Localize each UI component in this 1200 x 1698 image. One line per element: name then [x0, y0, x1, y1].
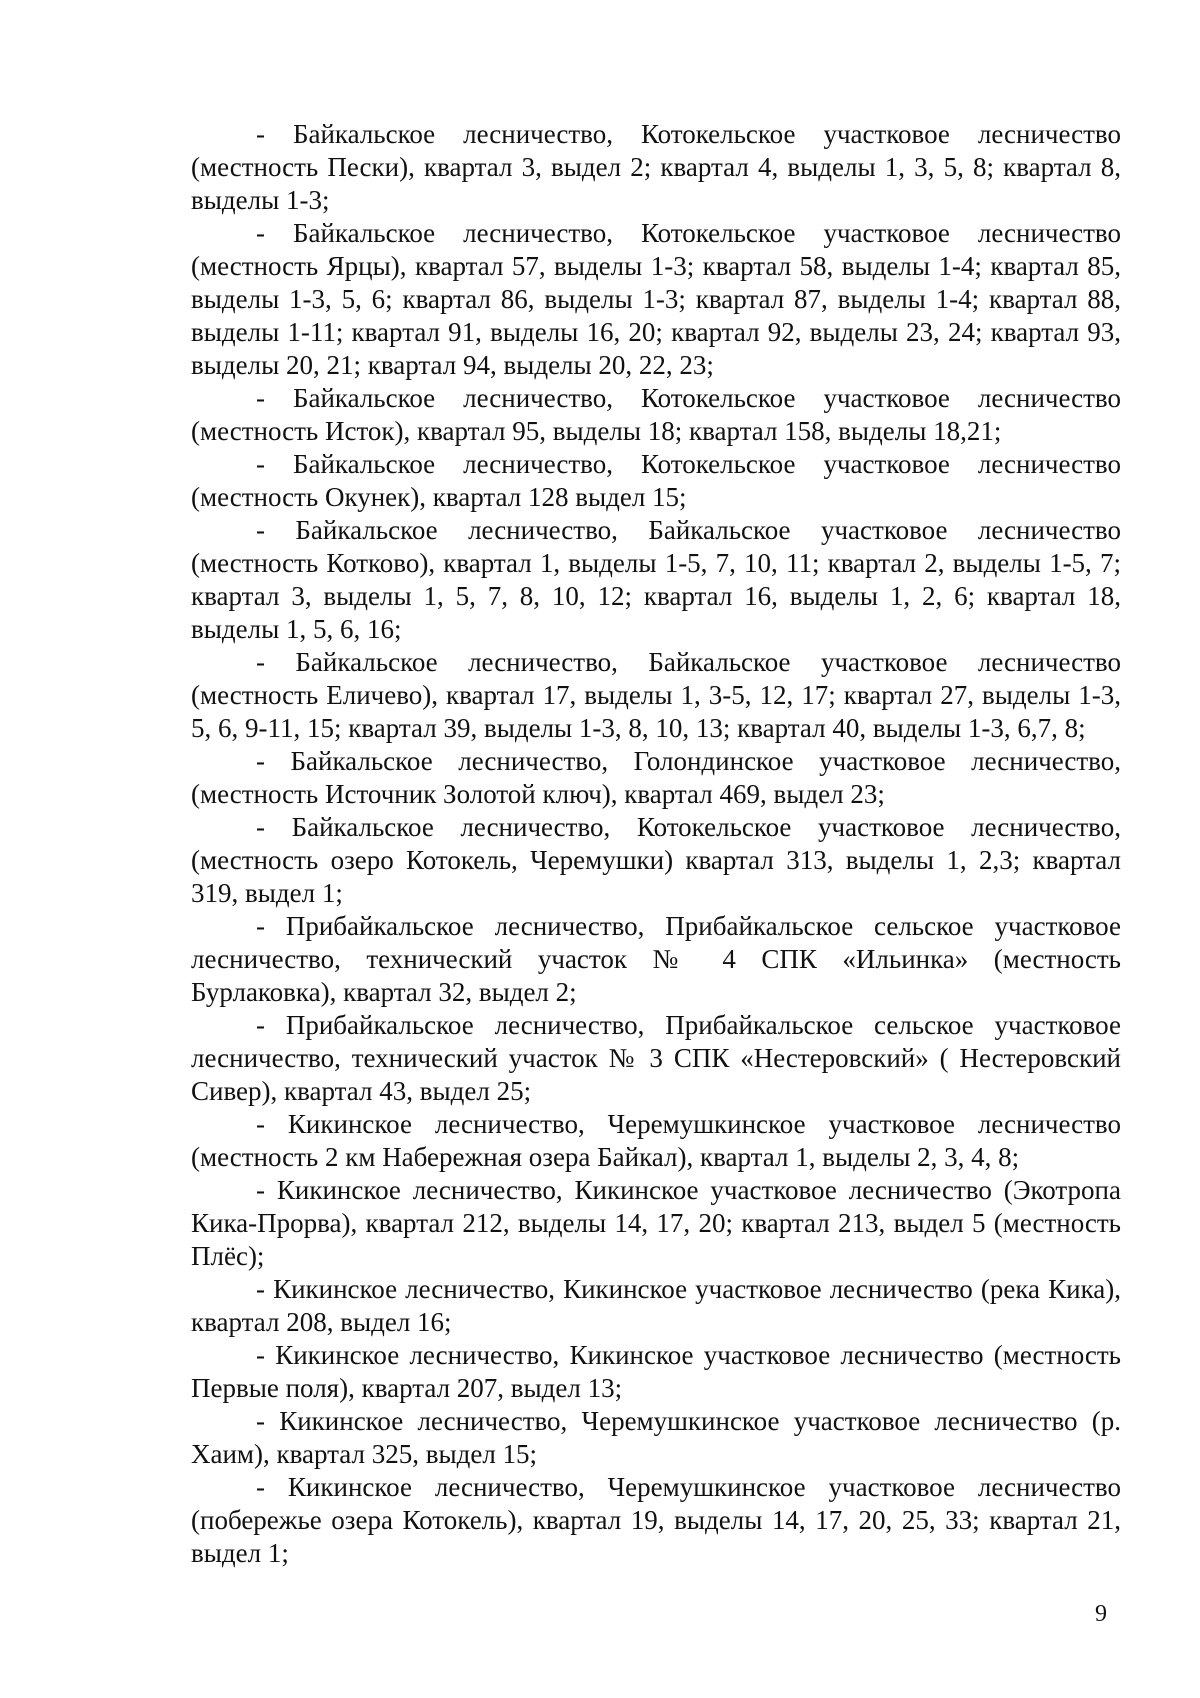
list-item-paragraph: - Байкальское лесничество, Байкальское участковое лесничество (местность Еличево), квартал 17, выделы 1, 3-5, 12, 17; квартал 27, выделы 1-3, 5, 6, 9-11, 15; квартал 39, выделы 1-3, 8, 10, 13; квартал 40, выделы 1-3, 6,7, 8; [191, 647, 1121, 743]
page-number: 9 [1095, 1601, 1107, 1627]
list-item-paragraph: - Байкальское лесничество, Котокельское участковое лесничество (местность Ярцы), квартал 57, выделы 1-3; квартал 58, выделы 1-4; квартал 85, выделы 1-3, 5, 6; квартал 86, выделы 1-3; квартал 87, выделы 1-4; квартал 88, выделы 1-11; квартал 91, выделы 16, 20; квартал 92, выделы 23, 24; квартал 93, выделы 20, 21; квартал 94, выделы 20, 22, 23; [191, 218, 1121, 380]
list-item-paragraph: - Кикинское лесничество, Черемушкинское участковое лесничество (местность 2 км Набережная озера Байкал), квартал 1, выделы 2, 3, 4, 8; [191, 1109, 1121, 1172]
list-item-paragraph: - Байкальское лесничество, Котокельское участковое лесничество (местность Пески), квартал 3, выдел 2; квартал 4, выделы 1, 3, 5, 8; квартал 8, выделы 1-3; [191, 119, 1121, 215]
list-item-paragraph: - Кикинское лесничество, Кикинское участковое лесничество (местность Первые поля), квартал 207, выдел 13; [191, 1340, 1121, 1403]
list-item-paragraph: - Байкальское лесничество, Котокельское участковое лесничество, (местность озеро Котокель, Черемушки) квартал 313, выделы 1, 2,3; квартал 319, выдел 1; [191, 812, 1121, 908]
list-item-paragraph: - Байкальское лесничество, Котокельское участковое лесничество (местность Окунек), квартал 128 выдел 15; [191, 449, 1121, 512]
list-item-paragraph: - Байкальское лесничество, Котокельское участковое лесничество (местность Исток), квартал 95, выделы 18; квартал 158, выделы 18,21; [191, 383, 1121, 446]
list-item-paragraph: - Байкальское лесничество, Голондинское участковое лесничество, (местность Источник Золотой ключ), квартал 469, выдел 23; [191, 746, 1121, 809]
list-item-paragraph: - Прибайкальское лесничество, Прибайкальское сельское участковое лесничество, технический участок № 4 СПК «Ильинка» (местность Бурлаковка), квартал 32, выдел 2; [191, 911, 1121, 1007]
list-item-paragraph: - Кикинское лесничество, Черемушкинское участковое лесничество (р. Хаим), квартал 325, выдел 15; [191, 1406, 1121, 1469]
document-body [191, 118, 1121, 1570]
list-item-paragraph: - Байкальское лесничество, Байкальское участковое лесничество (местность Котково), квартал 1, выделы 1-5, 7, 10, 11; квартал 2, выделы 1-5, 7; квартал 3, выделы 1, 5, 7, 8, 10, 12; квартал 16, выделы 1, 2, 6; квартал 18, выделы 1, 5, 6, 16; [191, 515, 1121, 644]
list-item-paragraph: - Прибайкальское лесничество, Прибайкальское сельское участковое лесничество, технический участок № 3 СПК «Нестеровский» ( Нестеровский Сивер), квартал 43, выдел 25; [191, 1010, 1121, 1106]
list-item-paragraph: - Кикинское лесничество, Кикинское участковое лесничество (Экотропа Кика-Прорва), квартал 212, выделы 14, 17, 20; квартал 213, выдел 5 (местность Плёс); [191, 1175, 1121, 1271]
list-item-paragraph: - Кикинское лесничество, Черемушкинское участковое лесничество (побережье озера Котокель), квартал 19, выделы 14, 17, 20, 25, 33; квартал 21, выдел 1; [191, 1472, 1121, 1568]
list-item-paragraph: - Кикинское лесничество, Кикинское участковое лесничество (река Кика), квартал 208, выдел 16; [191, 1274, 1121, 1337]
